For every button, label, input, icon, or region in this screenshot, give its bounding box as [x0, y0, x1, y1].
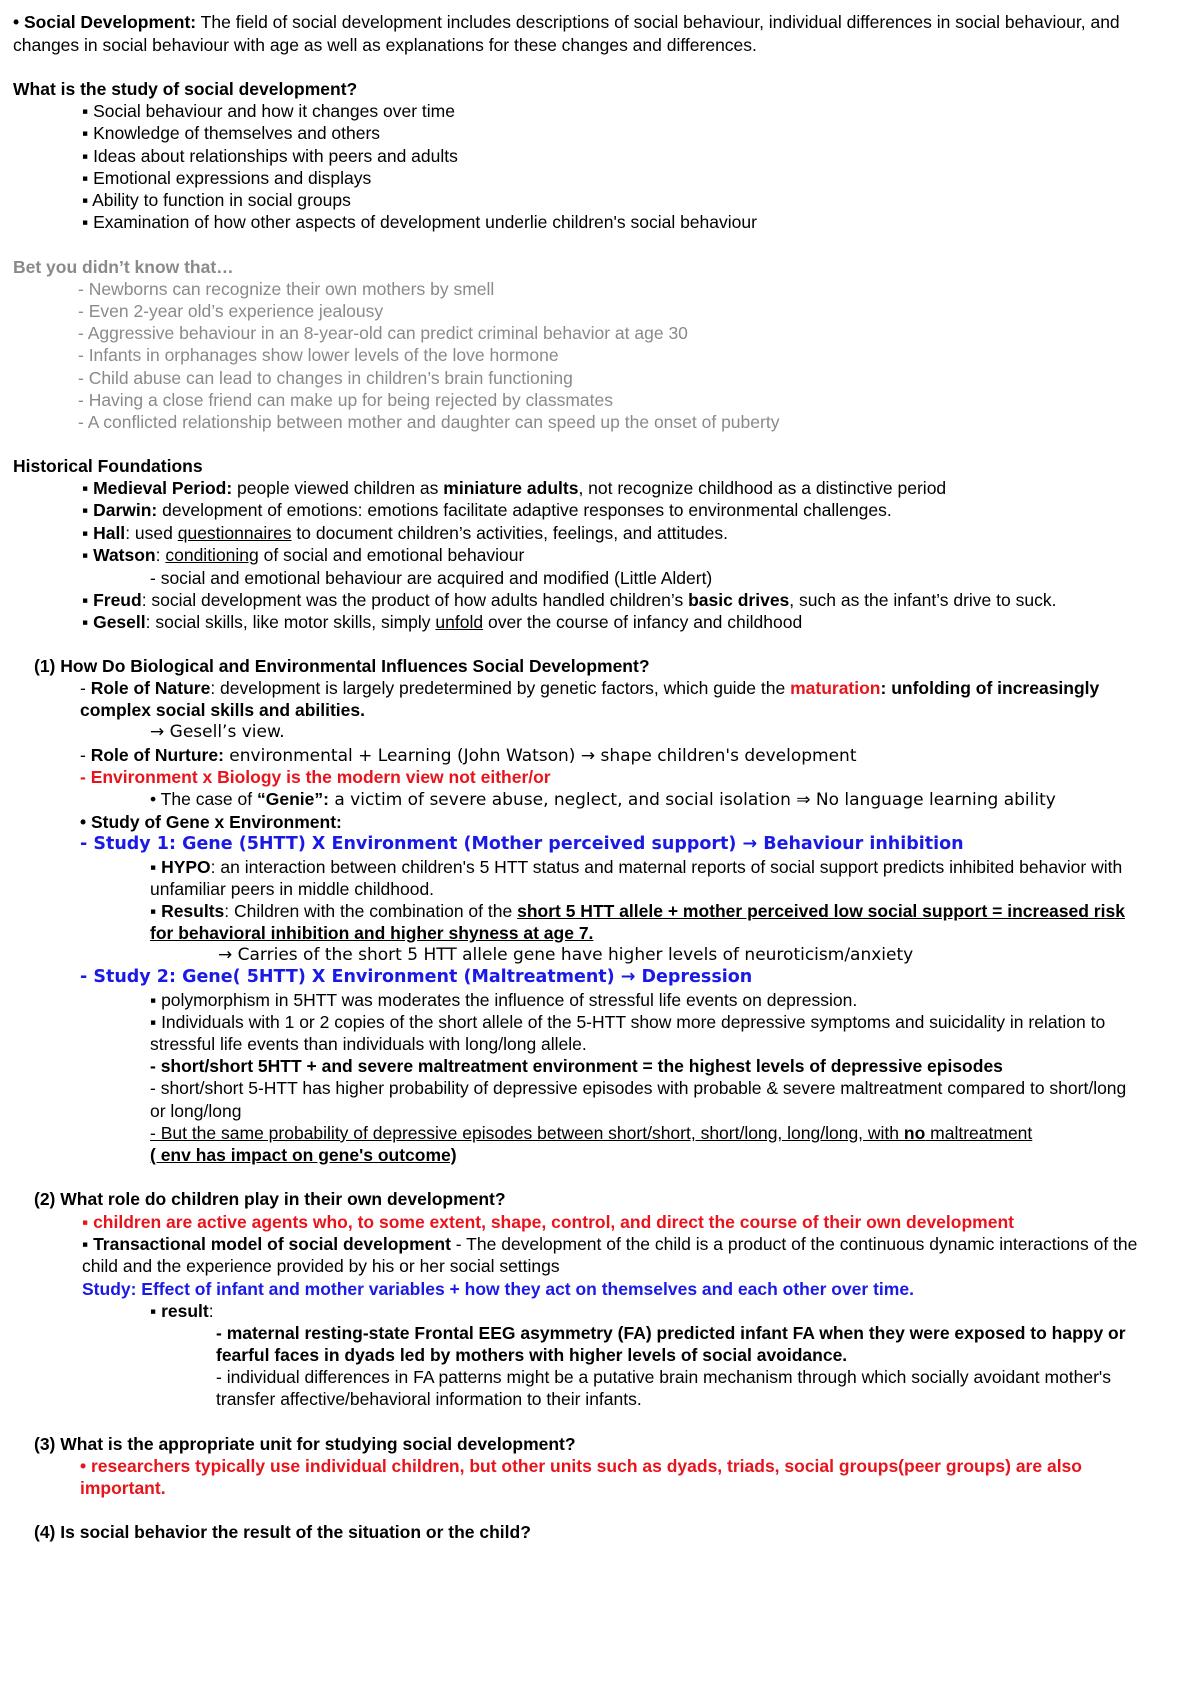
study1-hypo — [150, 855, 1122, 879]
what-is-item: ▪ Knowledge of themselves and others — [82, 123, 381, 143]
intro-line-1 — [13, 10, 1120, 34]
study1-hypo-text: : an interaction between children's 5 HTT status and maternal reports of social support predicts inhibited behavior with — [210, 857, 1123, 877]
study2-no: no — [903, 1123, 926, 1143]
hist-name: Freud — [93, 590, 142, 610]
hist-darwin: ▪ Darwin: development of emotions: emotions facilitate adaptive responses to environmental challenges. — [82, 500, 892, 520]
bet-item: - A conflicted relationship between mother and daughter can speed up the onset of puberty — [78, 412, 780, 432]
study1-hypo-line-2: unfamiliar peers in middle childhood. — [150, 879, 435, 899]
q1-maturation: maturation — [790, 678, 881, 698]
study2-text: - But the same probability of depressive episodes between short/short, short/long, long/long, with — [150, 1123, 904, 1143]
q1-gxe: • Study of Gene x Environment: — [80, 812, 342, 832]
hist-text: , such as the infant’s drive to suck. — [789, 590, 1057, 610]
q1-nature-line-2: complex social skills and abilities. — [80, 700, 365, 720]
study2-line: or long/long — [150, 1101, 242, 1121]
bet-item: - Newborns can recognize their own mothers by smell — [78, 279, 495, 299]
what-is-item: ▪ Ability to function in social groups — [82, 190, 351, 210]
hist-hall: ▪ Hall: used questionnaires to document children’s activities, feelings, and attitudes. — [82, 523, 729, 543]
study2-line-underlined — [150, 1121, 1032, 1145]
study2-conclusion: ( env has impact on gene's outcome) — [150, 1145, 457, 1165]
bet-item: - Having a close friend can make up for being rejected by classmates — [78, 390, 613, 410]
hist-text: over the course of infancy and childhood — [483, 612, 803, 632]
q1-genie-desc: a victim of severe abuse, neglect, and social isolation ⇒ No language learning ability — [328, 790, 1056, 810]
what-is-item: ▪ Emotional expressions and displays — [82, 168, 372, 188]
hist-text: : social skills, like motor skills, simply — [145, 612, 436, 632]
q2-transactional — [82, 1232, 1137, 1256]
study1-hypo-label: ▪ HYPO — [150, 857, 211, 877]
what-is-item: ▪ Ideas about relationships with peers and adults — [82, 146, 458, 166]
q1-nature-text: : development is largely predetermined by genetic factors, which guide the — [210, 678, 791, 698]
q2-result-line: fearful faces in dyads led by mothers with higher levels of social avoidance. — [216, 1345, 848, 1365]
hist-underlined: unfold — [435, 612, 484, 632]
q2-transactional-line-2: child and the experience provided by his or her social settings — [82, 1256, 560, 1276]
hist-gesell: ▪ Gesell: social skills, like motor skills, simply unfold over the course of infancy and childhood — [82, 612, 803, 632]
q1-nurture-text: environmental + Learning (John Watson) → shape children's development — [223, 746, 857, 766]
q1-nurture-name: Role of Nurture: — [90, 745, 224, 765]
hist-text: : used — [125, 523, 178, 543]
bet-item: - Child abuse can lead to changes in children’s brain functioning — [78, 368, 573, 388]
q3-line: important. — [80, 1478, 166, 1498]
hist-freud: ▪ Freud: social development was the product of how adults handled children’s basic drives, such as the infant’s drive to suck. — [82, 590, 1057, 610]
study1-carriers: → Carries of the short 5 HTT allele gene have higher levels of neuroticism/anxiety — [218, 945, 914, 965]
dash: - — [80, 745, 91, 765]
intro-bullet: • — [13, 12, 24, 32]
q1-modern-view: - Environment x Biology is the modern view not either/or — [80, 767, 551, 787]
q2-transactional-label: ▪ Transactional model of social development — [82, 1234, 451, 1254]
q2-result-line: - individual differences in FA patterns might be a putative brain mechanism through which socially avoidant mother's — [216, 1367, 1112, 1387]
q2-result-colon: : — [208, 1301, 214, 1321]
hist-underlined: questionnaires — [177, 523, 292, 543]
study2-line: ▪ Individuals with 1 or 2 copies of the short allele of the 5-HTT show more depressive symptoms and suicidality in relation to — [150, 1012, 1106, 1032]
q1-nature — [80, 676, 1099, 700]
hist-name: Gesell — [93, 612, 146, 632]
intro-line-2: changes in social behaviour with age as well as explanations for these changes and differences. — [13, 35, 757, 55]
bet-item: - Infants in orphanages show lower levels of the love hormone — [78, 345, 559, 365]
study2-line: stressful life events than individuals with long/long allele. — [150, 1034, 587, 1054]
q2-study: Study: Effect of infant and mother variables + how they act on themselves and each other over time. — [82, 1279, 914, 1299]
q2-result-line: transfer affective/behavioral information to their infants. — [216, 1389, 642, 1409]
q4-heading: (4) Is social behavior the result of the situation or the child? — [34, 1522, 531, 1542]
what-is-item: ▪ Examination of how other aspects of development underlie children's social behaviour — [82, 212, 757, 232]
q1-genie — [150, 787, 1056, 812]
q2-heading: (2) What role do children play in their own development? — [34, 1189, 506, 1209]
hist-name: Watson — [93, 545, 156, 565]
q1-genie-text: • The case of — [150, 789, 257, 809]
hist-watson: ▪ Watson: conditioning of social and emotional behaviour — [82, 545, 525, 565]
bet-heading: Bet you didn’t know that… — [13, 257, 234, 277]
q1-nature-bold: : unfolding of increasingly — [880, 678, 1100, 698]
hist-text: development of emotions: emotions facilitate adaptive responses to environmental challenges. — [157, 500, 892, 520]
study1-results — [150, 899, 1125, 923]
q2-result-line: - maternal resting-state Frontal EEG asymmetry (FA) predicted infant FA when they were exposed to happy or — [216, 1323, 1126, 1343]
what-is-heading: What is the study of social development? — [13, 79, 358, 99]
q1-genie-bold: “Genie”: — [256, 789, 329, 809]
intro-term: Social Development: — [24, 12, 197, 32]
q1-gesell-view: → Gesell’s view. — [150, 722, 285, 742]
q3-heading: (3) What is the appropriate unit for studying social development? — [34, 1434, 576, 1454]
hist-underlined: conditioning — [165, 545, 259, 565]
bet-item: - Even 2-year old’s experience jealousy — [78, 301, 384, 321]
study2-title: - Study 2: Gene( 5HTT) X Environment (Maltreatment) → Depression — [80, 967, 753, 987]
study2-text: maltreatment — [925, 1123, 1033, 1143]
study1-results-label: ▪ Results — [150, 901, 225, 921]
intro-text: The field of social development includes descriptions of social behaviour, individual differences in social behaviour, and — [196, 12, 1120, 32]
q1-nature-name: Role of Nature — [90, 678, 211, 698]
hist-name: Hall — [93, 523, 126, 543]
hist-watson-sub: - social and emotional behaviour are acquired and modified (Little Aldert) — [150, 568, 713, 588]
bet-item: - Aggressive behaviour in an 8-year-old can predict criminal behavior at age 30 — [78, 323, 688, 343]
q2-transactional-text: - The development of the child is a product of the continuous dynamic interactions of the — [450, 1234, 1138, 1254]
hist-text: of social and emotional behaviour — [258, 545, 525, 565]
hist-text: : — [155, 545, 166, 565]
study1-results-line-2: for behavioral inhibition and higher shyness at age 7. — [150, 923, 594, 943]
q2-active-agents: ▪ children are active agents who, to some extent, shape, control, and direct the course of their own development — [82, 1212, 1014, 1232]
q1-heading: (1) How Do Biological and Environmental Influences Social Development? — [34, 656, 650, 676]
hist-heading: Historical Foundations — [13, 456, 203, 476]
q3-line: • researchers typically use individual children, but other units such as dyads, triads, social groups(peer groups) are also — [80, 1456, 1082, 1476]
study2-line-bold: - short/short 5HTT + and severe maltreatment environment = the highest levels of depressive episodes — [150, 1056, 1003, 1076]
hist-name: Darwin: — [93, 500, 158, 520]
q2-result-label: ▪ result — [150, 1301, 209, 1321]
study1-title: - Study 1: Gene (5HTT) X Environment (Mother perceived support) → Behaviour inhibition — [80, 834, 964, 854]
study2-line: ▪ polymorphism in 5HTT was moderates the influence of stressful life events on depression. — [150, 990, 858, 1010]
hist-text: : social development was the product of how adults handled children’s — [141, 590, 689, 610]
q2-result — [150, 1299, 214, 1323]
what-is-item: ▪ Social behaviour and how it changes over time — [82, 101, 455, 121]
study2-line: - short/short 5-HTT has higher probability of depressive episodes with probable & severe maltreatment compared to short/long — [150, 1078, 1127, 1098]
hist-text: people viewed children as — [232, 478, 444, 498]
hist-medieval: ▪ Medieval Period: people viewed children as miniature adults, not recognize childhood as a distinctive period — [82, 478, 947, 498]
hist-bold: basic drives — [688, 590, 790, 610]
study1-results-text: : Children with the combination of the — [224, 901, 518, 921]
hist-text: , not recognize childhood as a distinctive period — [578, 478, 947, 498]
hist-text: to document children’s activities, feelings, and attitudes. — [291, 523, 729, 543]
hist-name: Medieval Period: — [93, 478, 233, 498]
study1-results-key: short 5 HTT allele + mother perceived low social support = increased risk — [517, 901, 1125, 921]
dash: - — [80, 678, 91, 698]
hist-bold: miniature adults — [443, 478, 579, 498]
